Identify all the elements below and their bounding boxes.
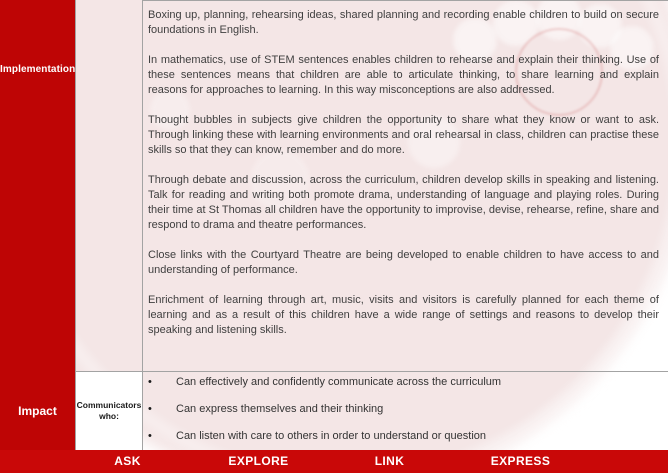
- list-item: [143, 375, 668, 389]
- list-item: [143, 402, 668, 416]
- impact-bullet-list: [143, 372, 668, 450]
- implementation-text-cell: [143, 0, 668, 371]
- bullet-icon: •: [148, 430, 152, 442]
- implementation-row-label: Implementation: [0, 0, 75, 371]
- footer-bar: [0, 450, 668, 473]
- footer-item-explore: EXPLORE: [228, 454, 289, 468]
- footer-item-link: LINK: [374, 454, 405, 468]
- paragraph: Thought bubbles in subjects give children the opportunity to share what they know or want to ask. Through linking these with learning environments and oral rehearsal in class, children can practise these skills so that they can know, remember and do more.: [148, 114, 659, 156]
- bullet-icon: •: [148, 403, 152, 415]
- paragraph: Close links with the Courtyard Theatre are being developed to enable children to have access to and understanding of performance.: [148, 249, 659, 276]
- bullet-text: Can effectively and confidently communicate across the curriculum: [176, 376, 502, 388]
- footer-item-express: EXPRESS: [490, 454, 551, 468]
- paragraph: Enrichment of learning through art, music, visits and visitors is carefully planned for each theme of learning and as a result of this children have a wide range of settings and reasons to develop their speaking and listening skills.: [148, 294, 659, 336]
- list-item: [143, 429, 668, 443]
- footer-item-ask: ASK: [114, 454, 141, 468]
- paragraph: In mathematics, use of STEM sentences enables children to rehearse and explain their thinking. Use of these sentences means that children are able to articulate thinking, to share learning and explain reasons for approaches to learning. In this way misconceptions are also addressed.: [148, 54, 659, 96]
- bullet-icon: •: [148, 376, 152, 388]
- communicators-who-cell: Communicators who:: [76, 372, 142, 450]
- paragraph: Boxing up, planning, rehearsing ideas, shared planning and recording enable children to build on secure foundations in English.: [148, 9, 659, 36]
- bullet-text: Can listen with care to others in order to understand or question: [176, 430, 487, 442]
- paragraph: Through debate and discussion, across the curriculum, children develop skills in speaking and listening. Talk for reading and writing both promote drama, understanding of language and playing roles. During their time at St Thomas all children have the opportunity to improvise, devise, rehearse, refine, share and respond to drama and theatre performances.: [148, 174, 659, 231]
- footer-items: [62, 450, 586, 473]
- bullet-text: Can express themselves and their thinking: [176, 403, 384, 415]
- impact-row-label: Impact: [0, 371, 75, 450]
